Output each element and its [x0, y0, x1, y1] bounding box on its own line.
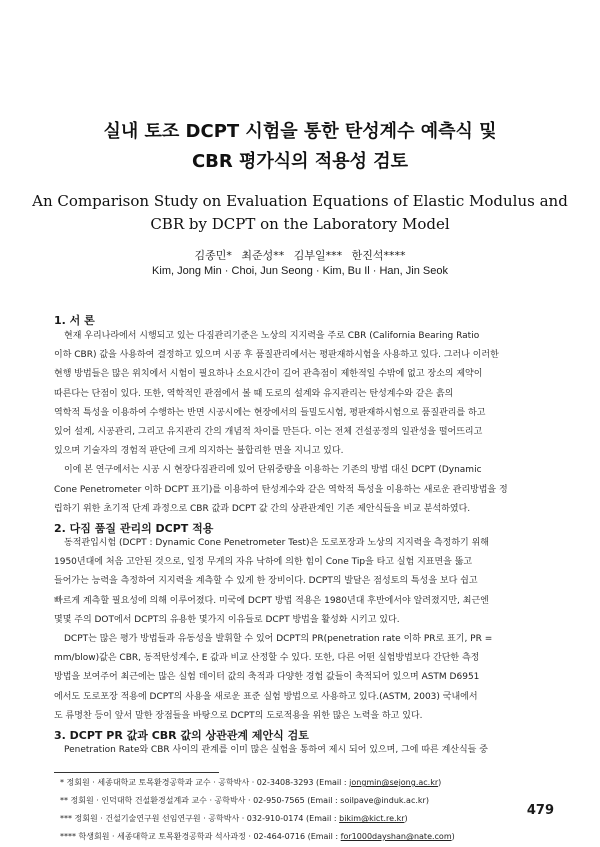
section-body-introduction [54, 327, 554, 519]
footnote-author-1 [60, 774, 455, 792]
text-line: 1950년대에 처음 고안된 것으로, 일정 무게의 자유 낙하에 의한 힘이 Cone Tip을 타고 실험 지표면을 뚫고 [54, 557, 473, 568]
text-line: 역학적 특성을 이용하여 수행하는 반면 시공시에는 현장에서의 들밀도시험, 평판재하시험으로 품질관리를 하고 [54, 407, 486, 418]
footnote-email-link[interactable]: jongmin@sejong.ac.kr [349, 778, 439, 787]
text-line: 현재 우리나라에서 시행되고 있는 다짐관리기준은 노상의 지지력을 주로 CBR (California Bearing Ratio [64, 331, 480, 341]
text-line: Penetration Rate와 CBR 사이의 관계를 이미 많은 실험을 통하여 제시 되어 있으며, 그에 따른 계산식들 중 [64, 745, 488, 755]
text-line: 방법을 보여주어 최근에는 많은 실험 데이터 값의 축적과 다양한 경험 값들이 축적되어 있으며 ASTM D6951 [54, 672, 480, 683]
footnote-divider [54, 772, 219, 773]
text-line: mm/blow)값은 CBR, 동적탄성계수, E 값과 비교 산정할 수 있다. 또한, 다른 어떤 실험방법보다 간단한 측정 [54, 653, 480, 664]
text-line: 에서도 도로포장 적용에 DCPT의 사용을 새로운 표준 실험 방법으로 사용하고 있다.(ASTM, 2003) 국내에서 [54, 691, 478, 702]
footnote-author-2 [60, 792, 455, 810]
text-line: 이에 본 연구에서는 시공 시 현장다짐관리에 있어 단위중량을 이용하는 기존의 방법 대신 DCPT (Dynamic [64, 465, 482, 476]
footnote-email-link[interactable]: for1000dayshan@nate.com [340, 832, 452, 841]
footnote-mark: **** [60, 832, 76, 841]
korean-title-line-2: CBR 평가식의 적용성 검토 [191, 151, 409, 172]
footnote-mark: * [60, 778, 64, 787]
text-line: 있어 설계, 시공관리, 그리고 유지관리 간의 개념적 차이를 만든다. 이는 전체 건설공정의 일관성을 떨어뜨리고 [54, 427, 483, 438]
english-title-line-1: An Comparison Study on Evaluation Equations of Elastic Modulus and [32, 192, 568, 210]
section-body-dcpt-application [54, 534, 554, 726]
section-heading-pr-cbr-correlation: 3. DCPT PR 값과 CBR 값의 상관관계 제안식 검토 [54, 729, 309, 742]
text-line: 들어가는 능력을 측정하여 지지력을 계측할 수 있게 한 장비이다. DCPT의 발달은 점성토의 특성을 보다 쉽고 [54, 576, 478, 587]
authors-korean: 김종민* 최준성** 김부일*** 한진석**** [194, 249, 406, 262]
text-line: DCPT는 많은 평가 방법들과 유동성을 발휘할 수 있어 DCPT의 PR(penetration rate 이하 PR로 표기, PR = [64, 634, 493, 645]
footnote-text: 정회원 · 인덕대학 건설환경설계과 교수 · 공학박사 · 02-950-7565 (Email : soilpave@induk.ac.kr) [70, 796, 429, 805]
footnote-close: ) [438, 778, 442, 787]
footnote-author-4 [60, 828, 455, 846]
footnote-close: ) [451, 832, 455, 841]
section-heading-dcpt-application: 2. 다짐 품질 관리의 DCPT 적용 [54, 522, 214, 535]
footnote-close: ) [404, 814, 408, 823]
text-line: 빠르게 계측할 필요성에 의해 이루어졌다. 미국에 DCPT 방법 적용은 1980년대 후반에서야 알려졌지만, 최근엔 [54, 595, 489, 606]
text-line: 이하 CBR) 값을 사용하여 결정하고 있으며 시공 후 품질관리에서는 평판재하시험을 사용하고 있다. 그러나 이러한 [54, 350, 499, 361]
text-line: 현행 방법들은 많은 위치에서 시험이 필요하나 소요시간이 길어 관측점이 제한적일 수밖에 없고 장소의 제약이 [54, 369, 483, 380]
footnote-author-3 [60, 810, 455, 828]
footnote-mark: ** [60, 796, 68, 805]
section-body-pr-cbr-correlation [54, 741, 554, 760]
text-line: Cone Penetrometer 이하 DCPT 표기)를 이용하여 탄성계수와 같은 역학적 특성을 이용하는 새로운 관리방법을 정 [54, 484, 508, 495]
authors-english: Kim, Jong Min · Choi, Jun Seong · Kim, Bu Il · Han, Jin Seok [152, 265, 448, 277]
text-line: 따른다는 단점이 있다. 또한, 역학적인 관점에서 볼 때 도로의 설계와 유지관리는 탄성계수와 같은 흙의 [54, 388, 454, 399]
footnotes [60, 774, 455, 846]
korean-title-line-1: 실내 토조 DCPT 시험을 통한 탄성계수 예측식 및 [103, 121, 497, 142]
section-heading-introduction: 1. 서 론 [54, 314, 95, 327]
footnote-text: 정회원 · 세종대학교 토목환경공학과 교수 · 공학박사 · 02-3408-3293 (Email : [66, 778, 350, 787]
english-title-line-2: CBR by DCPT on the Laboratory Model [150, 215, 450, 233]
footnote-email-link[interactable]: bikim@kict.re.kr [339, 814, 405, 823]
footnote-text: 정회원 · 건설기술연구원 선임연구원 · 공학박사 · 032-910-0174 (Email : [74, 814, 340, 823]
text-line: 립하기 위한 초기적 단계 과정으로 CBR 값과 DCPT 값 간의 상관관계인 기존 제안식들을 비교 분석하였다. [54, 503, 471, 514]
text-line: 동적관입시험 (DCPT : Dynamic Cone Penetrometer Test)은 도로포장과 노상의 지지력을 측정하기 위해 [64, 538, 489, 548]
footnote-text: 학생회원 · 세종대학교 토목환경공학과 석사과정 · 02-464-0716 (Email : [78, 832, 341, 841]
text-line: 몇몇 주의 DOT에서 DCPT의 유용한 몇가지 이유들로 DCPT 방법을 활성화 시키고 있다. [54, 614, 400, 625]
text-line: 있으며 기술자의 경험적 판단에 크게 의지하는 불합리한 면을 지니고 있다. [54, 446, 344, 457]
text-line: 도 류명찬 등이 앞서 말한 장점들을 바탕으로 DCPT의 도로적용을 위한 많은 노력을 하고 있다. [54, 710, 423, 721]
footnote-mark: *** [60, 814, 72, 823]
page-number: 479 [526, 803, 554, 818]
